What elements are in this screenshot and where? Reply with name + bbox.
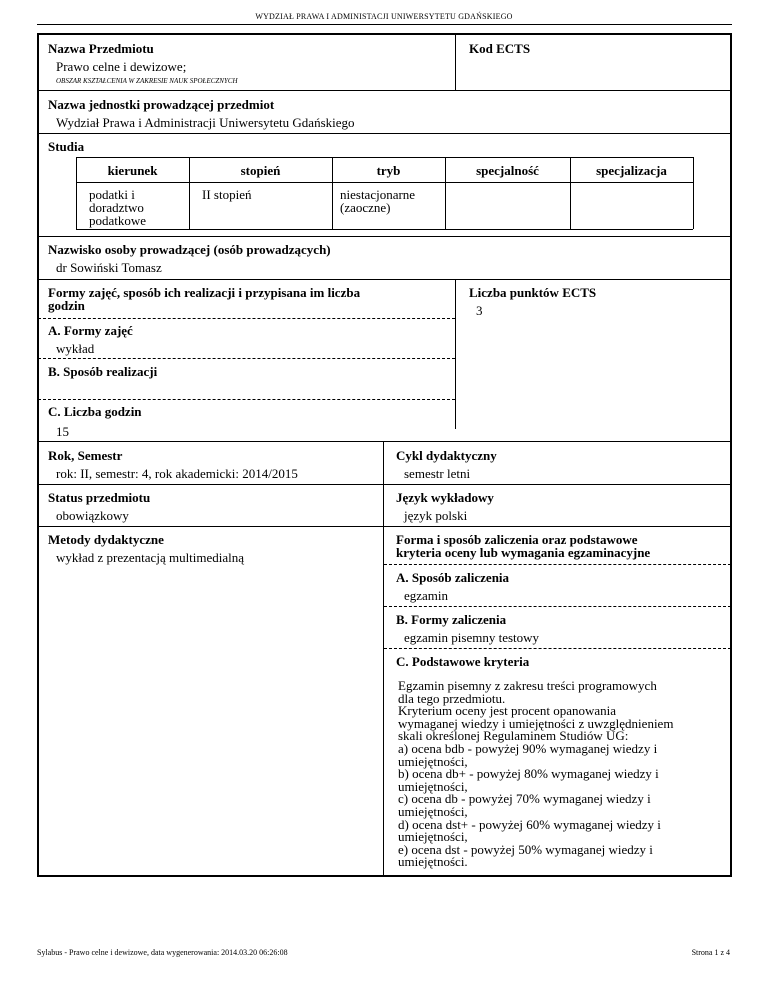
assessment-label-continued: kryteria oceny lub wymagania egzaminacyjne bbox=[396, 545, 651, 560]
language-value: język polski bbox=[404, 508, 468, 523]
dashed-divider bbox=[384, 564, 731, 565]
year-value: rok: II, semestr: 4, rok akademicki: 2014/2015 bbox=[56, 466, 298, 481]
unit-value: Wydział Prawa i Administracji Uniwersytetu Gdańskiego bbox=[56, 115, 355, 130]
methods-value: wykład z prezentacją multimedialną bbox=[56, 550, 245, 565]
criteria-line: a) ocena bdb - powyżej 90% wymaganej wiedzy i bbox=[398, 740, 658, 756]
table-header-kierunek: kierunek bbox=[107, 163, 158, 178]
divider bbox=[38, 133, 731, 134]
table-cell-stopien: II stopień bbox=[202, 187, 252, 202]
table-header-tryb: tryb bbox=[376, 163, 401, 178]
lecturer-value: dr Sowiński Tomasz bbox=[56, 260, 162, 275]
divider bbox=[38, 236, 731, 237]
criteria-line: d) ocena dst+ - powyżej 60% wymaganej wiedzy i bbox=[398, 816, 661, 832]
assess-c-label: C. Podstawowe kryteria bbox=[396, 654, 530, 669]
table-rule bbox=[76, 182, 693, 183]
table-rule bbox=[76, 157, 693, 158]
subject-area: OBSZAR KSZTAŁCENIA W ZAKRESIE NAUK SPOŁECZNYCH bbox=[56, 77, 238, 85]
cycle-value: semestr letni bbox=[404, 466, 471, 481]
criteria-line: wymaganej wiedzy i umiejętności z uwzględnieniem bbox=[398, 715, 674, 731]
status-label: Status przedmiotu bbox=[48, 490, 151, 505]
subject-label: Nazwa Przedmiotu bbox=[48, 41, 154, 56]
forms-a-value: wykład bbox=[56, 341, 95, 356]
dashed-divider bbox=[384, 606, 731, 607]
footer-left: Sylabus - Prawo celne i dewizowe, data wygenerowania: 2014.03.20 06:26:08 bbox=[37, 948, 288, 957]
status-value: obowiązkowy bbox=[56, 508, 129, 523]
table-rule bbox=[76, 229, 693, 230]
criteria-line: b) ocena db+ - powyżej 80% wymaganej wiedzy i bbox=[398, 766, 659, 782]
ects-points-label: Liczba punktów ECTS bbox=[469, 285, 597, 300]
criteria-line: skali określonej Regulaminem Studiów UG: bbox=[398, 728, 629, 744]
lecturer-label: Nazwisko osoby prowadzącej (osób prowadzących) bbox=[48, 242, 331, 257]
dashed-divider bbox=[384, 648, 731, 649]
table-cell-kierunek-line: podatki i bbox=[89, 187, 135, 202]
table-header-stopien: stopień bbox=[240, 163, 281, 178]
header-divider bbox=[37, 24, 732, 25]
studies-label: Studia bbox=[48, 139, 85, 154]
assessment-label: Forma i sposób zaliczenia oraz podstawowe bbox=[396, 532, 638, 547]
assess-a-label: A. Sposób zaliczenia bbox=[396, 570, 510, 585]
assess-a-value: egzamin bbox=[404, 588, 449, 603]
divider bbox=[38, 90, 731, 91]
forms-label-continued: godzin bbox=[48, 298, 85, 313]
year-label: Rok, Semestr bbox=[48, 448, 123, 463]
forms-b-label: B. Sposób realizacji bbox=[48, 364, 158, 379]
divider bbox=[38, 279, 731, 280]
criteria-line: umiejętności, bbox=[398, 778, 468, 794]
ects-code-label: Kod ECTS bbox=[469, 41, 531, 56]
language-label: Język wykładowy bbox=[396, 490, 494, 505]
criteria-line: umiejętności, bbox=[398, 829, 468, 845]
forms-a-label: A. Formy zajęć bbox=[48, 323, 133, 338]
criteria-line: dla tego przedmiotu. bbox=[398, 690, 506, 706]
unit-label: Nazwa jednostki prowadzącej przedmiot bbox=[48, 97, 275, 112]
column-divider bbox=[383, 442, 384, 876]
assess-b-value: egzamin pisemny testowy bbox=[404, 630, 540, 645]
criteria-line: Kryterium oceny jest procent opanowania bbox=[398, 703, 617, 719]
table-header-specjalnosc: specjalność bbox=[476, 163, 539, 178]
divider bbox=[455, 34, 456, 90]
ects-points-value: 3 bbox=[476, 303, 483, 318]
criteria-line: umiejętności. bbox=[398, 854, 468, 870]
table-header-specjalizacja: specjalizacja bbox=[596, 163, 667, 178]
dashed-divider bbox=[38, 318, 455, 319]
criteria-line: e) ocena dst - powyżej 50% wymaganej wiedzy i bbox=[398, 841, 653, 857]
subject-value: Prawo celne i dewizowe; bbox=[56, 59, 187, 74]
criteria-text bbox=[398, 680, 728, 869]
table-rule bbox=[693, 157, 694, 229]
criteria-line: umiejętności, bbox=[398, 803, 468, 819]
footer-page-number: Strona 1 z 4 bbox=[691, 948, 730, 957]
forms-label: Formy zajęć, sposób ich realizacji i przypisana im liczba bbox=[48, 285, 361, 300]
document-header: WYDZIAŁ PRAWA I ADMINISTACJI UNIWERSYTETU GDAŃSKIEGO bbox=[255, 12, 513, 21]
divider bbox=[38, 526, 731, 527]
assess-b-label: B. Formy zaliczenia bbox=[396, 612, 507, 627]
divider bbox=[38, 484, 731, 485]
cycle-label: Cykl dydaktyczny bbox=[396, 448, 497, 463]
criteria-line: c) ocena db - powyżej 70% wymaganej wiedzy i bbox=[398, 791, 651, 807]
table-cell-kierunek-line: podatkowe bbox=[89, 213, 147, 228]
table-cell-tryb-line: (zaoczne) bbox=[340, 200, 391, 215]
table-cell-kierunek-line: doradztwo bbox=[89, 200, 144, 215]
dashed-divider bbox=[38, 399, 455, 400]
criteria-line: umiejętności, bbox=[398, 753, 468, 769]
forms-c-value: 15 bbox=[56, 424, 69, 439]
methods-label: Metody dydaktyczne bbox=[48, 532, 164, 547]
forms-c-label: C. Liczba godzin bbox=[48, 404, 142, 419]
divider bbox=[455, 280, 456, 429]
divider bbox=[38, 441, 731, 442]
dashed-divider bbox=[38, 358, 455, 359]
table-cell-tryb-line: niestacjonarne bbox=[340, 187, 416, 202]
criteria-line: Egzamin pisemny z zakresu treści programowych bbox=[398, 678, 657, 693]
